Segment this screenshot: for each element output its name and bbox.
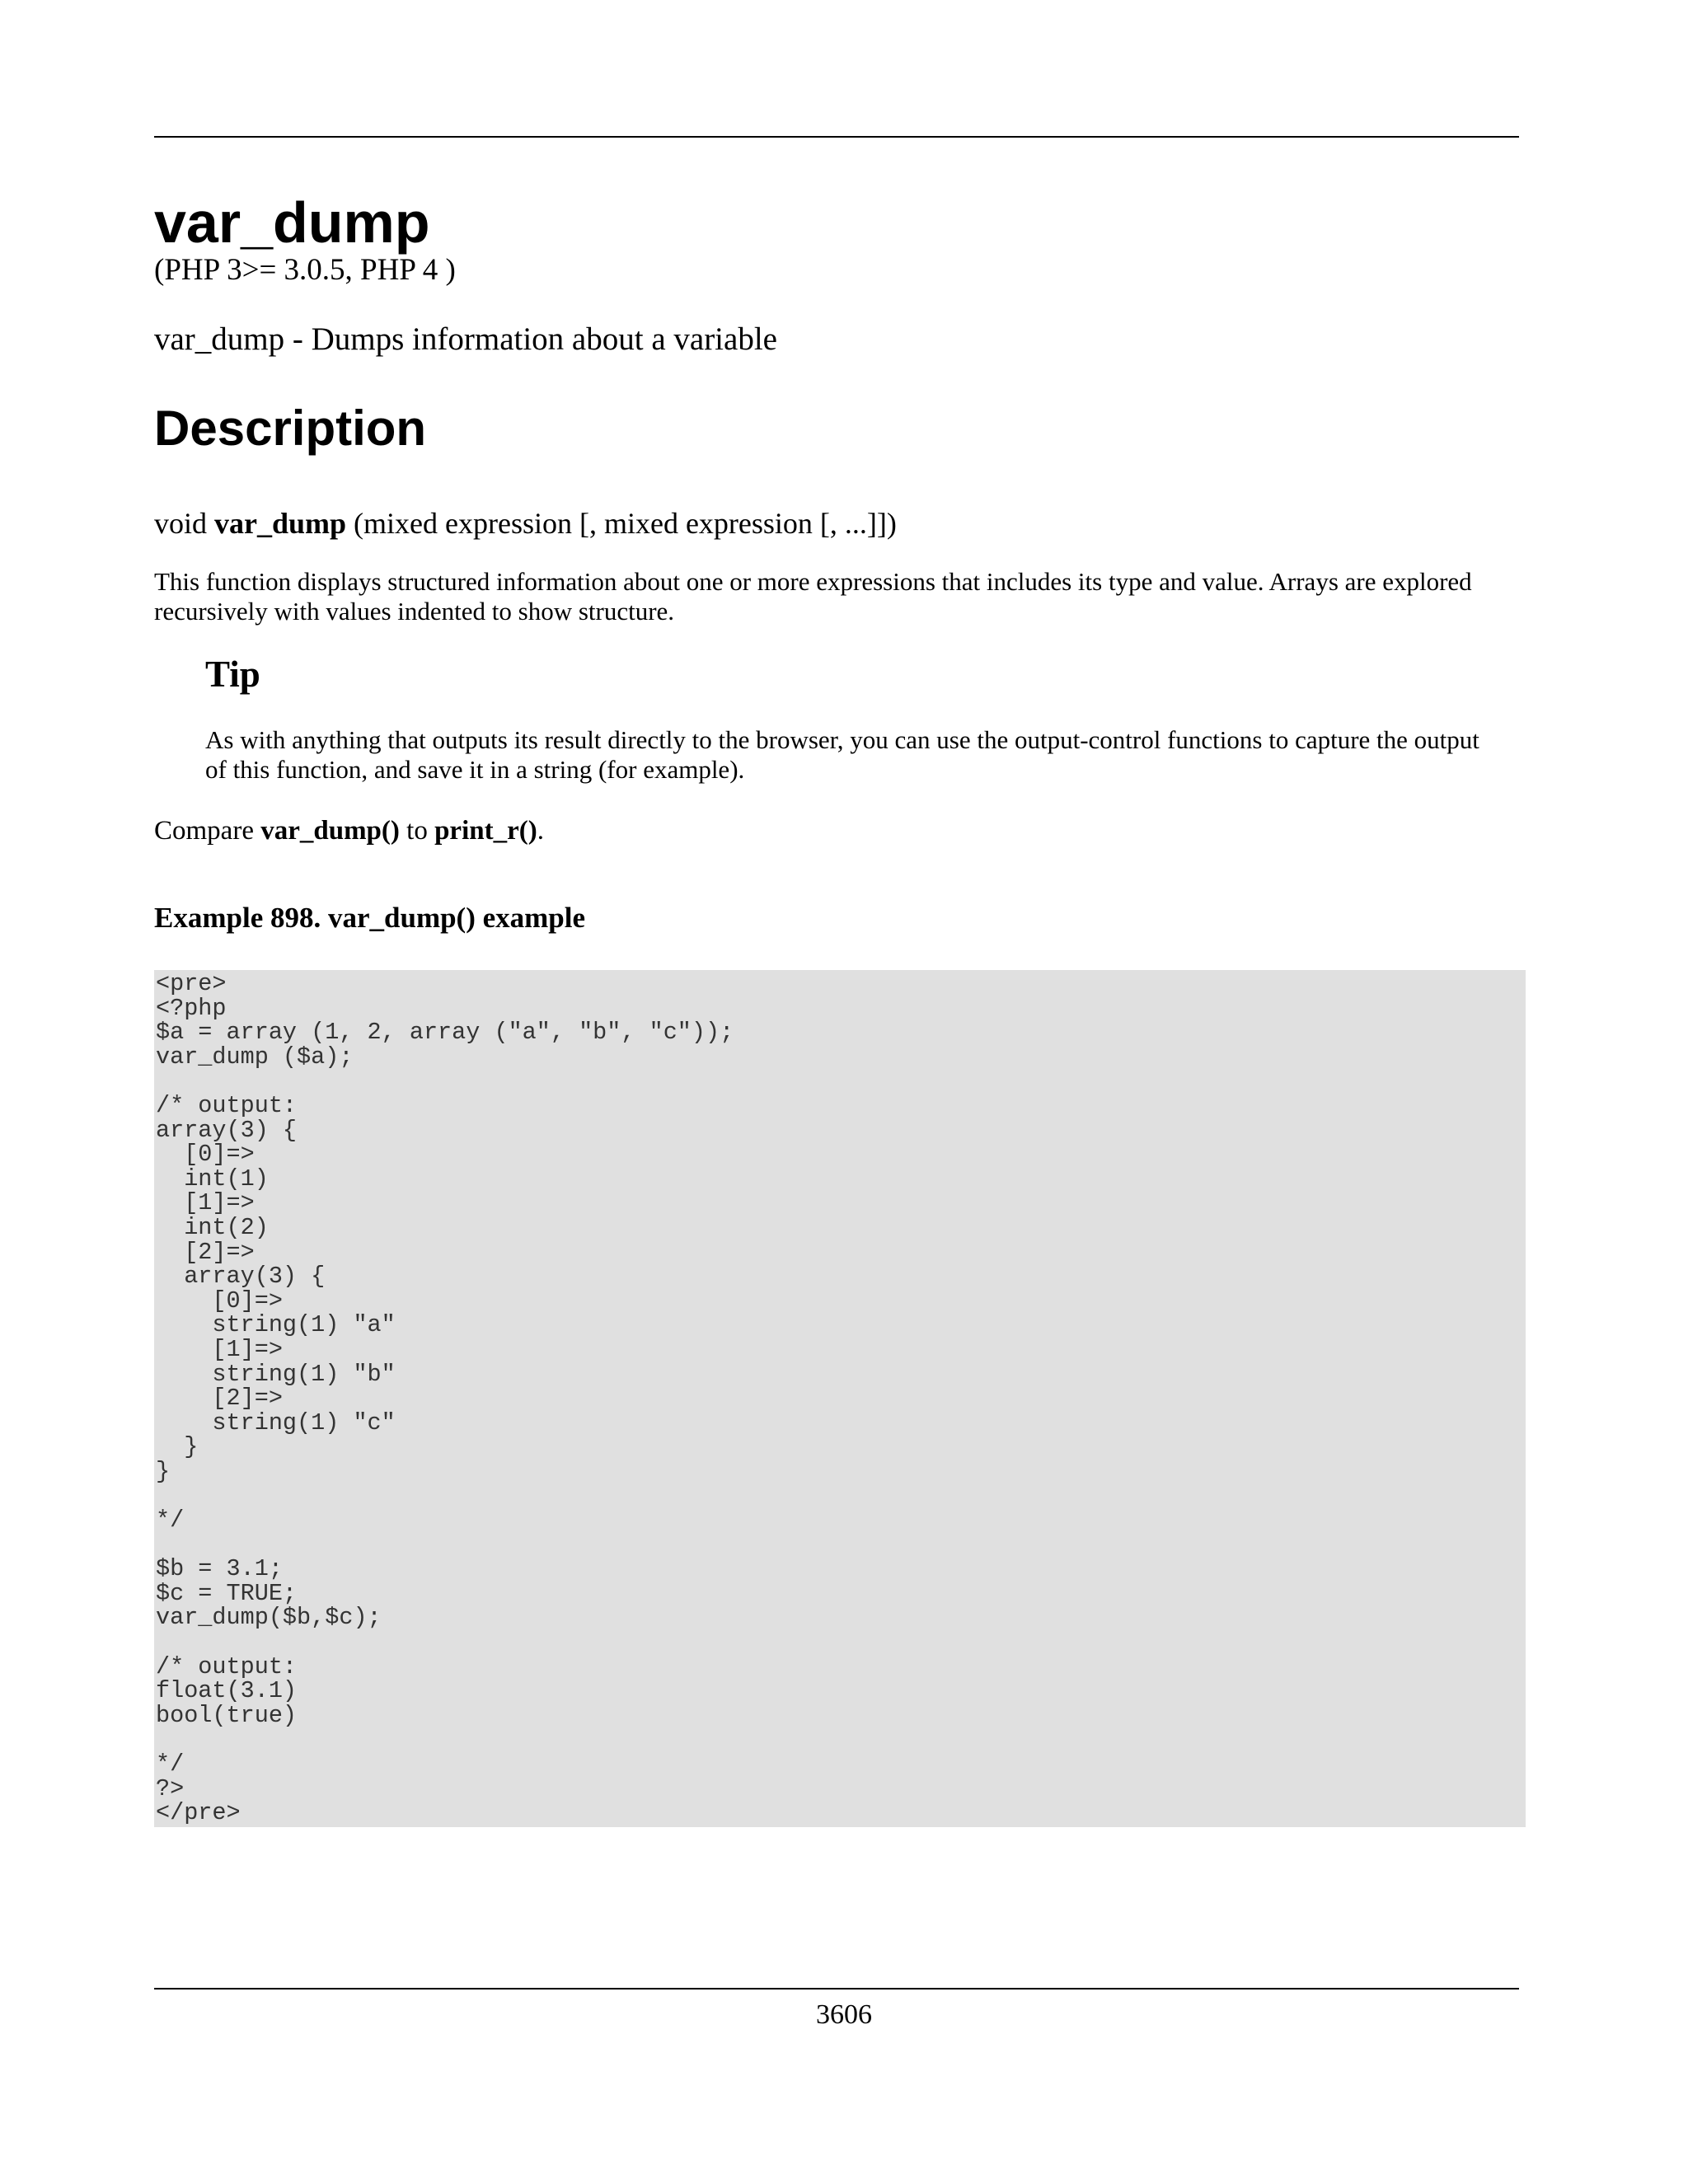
function-synopsis	[154, 504, 897, 543]
compare-line	[154, 814, 544, 847]
compare-func-print-r-link[interactable]: print_r()	[434, 816, 537, 846]
synopsis-params: (mixed expression [, mixed expression [, ...]])	[354, 507, 897, 540]
tip-text: As with anything that outputs its result directly to the browser, you can use the output-control functions to capture the output of this function, and save it in a string (for example).	[205, 725, 1479, 784]
code-text: <pre> <?php $a = array (1, 2, array ("a", "b", "c")); var_dump ($a); /* output: array(3) { [0]=> int(1) [1]=> int(2) [2]=> array(3) { [0]=> string(1) "a" [1]=> string(1) "b" [2]=> string(1) "c" } } */ $b = 3.1; $c = TRUE; var_dump($b,$c); /* output: float(3.1) bool(true) */ ?> </pre>	[156, 970, 734, 1827]
compare-suffix: .	[537, 816, 544, 846]
page-number: 3606	[816, 1999, 872, 2030]
synopsis-return-type: void	[154, 507, 208, 540]
compare-func-var-dump-link[interactable]: var_dump()	[260, 816, 400, 846]
code-block	[154, 970, 1526, 1827]
description-paragraph: This function displays structured information about one or more expressions that includes its type and value. Arrays are explored recursively with values indented to show structure.	[154, 567, 1472, 626]
compare-prefix: Compare	[154, 816, 254, 846]
description-heading: Description	[154, 401, 427, 456]
compare-middle: to	[406, 816, 428, 846]
bottom-divider	[154, 1988, 1519, 1990]
synopsis-function-name: var_dump	[214, 507, 347, 540]
version-info: (PHP 3>= 3.0.5, PHP 4 )	[154, 253, 456, 287]
refname-description: var_dump - Dumps information about a variable	[154, 321, 777, 357]
top-divider	[154, 136, 1519, 138]
page-title: var_dump	[154, 190, 430, 255]
example-title: Example 898. var_dump() example	[154, 902, 586, 934]
tip-heading: Tip	[205, 654, 260, 695]
